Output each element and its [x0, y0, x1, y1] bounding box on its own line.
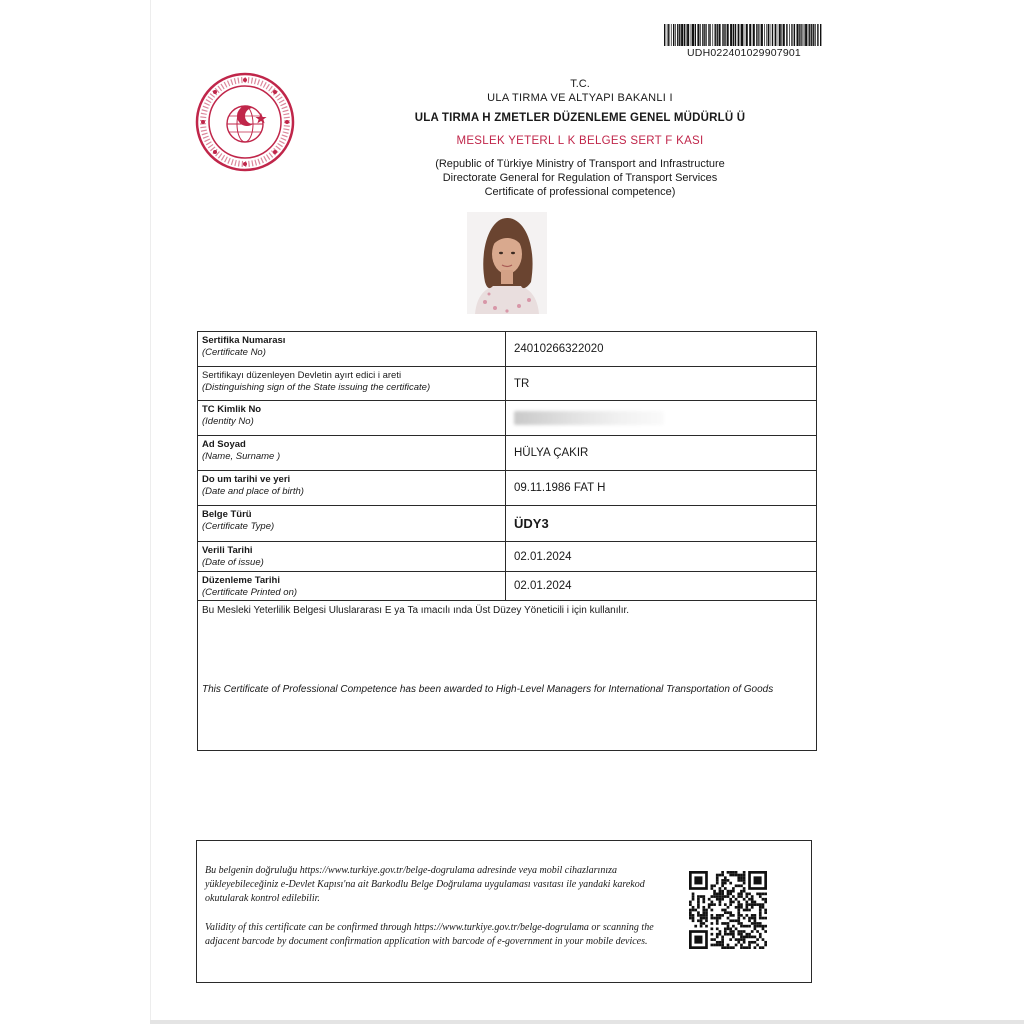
birth-value: 09.11.1986 FAT H	[514, 482, 606, 494]
state-sign-value: TR	[514, 377, 530, 390]
barcode-number: UDH022401029907901	[687, 47, 801, 59]
issue-date-value: 02.01.2024	[514, 550, 572, 563]
verification-box	[196, 840, 812, 983]
row-sublabel: (Date and place of birth)	[202, 486, 304, 497]
barcode-icon	[664, 24, 824, 46]
table-row	[198, 332, 816, 367]
row-label-cell	[198, 506, 506, 541]
row-label: Sertifika Numarası	[202, 335, 286, 346]
verification-text-english: Validity of this certificate can be confirmed through https://www.turkiye.gov.tr/belge-dogrulama or scanning the adjacent barcode by document confirmation application with barcode of e-government in your mobile devices.	[205, 922, 654, 947]
holder-photo	[467, 212, 547, 314]
row-label-cell	[198, 471, 506, 505]
row-label-cell	[198, 367, 506, 400]
row-sublabel: (Identity No)	[202, 416, 254, 427]
header-english-line2: Directorate General for Regulation of Transport Services	[442, 172, 718, 184]
qr-code-icon[interactable]	[689, 871, 767, 949]
remark-english: This Certificate of Professional Competence has been awarded to High-Level Managers for International Transportation of Goods	[202, 684, 774, 695]
table-row	[198, 572, 816, 601]
table-row	[198, 542, 816, 572]
row-label-cell	[198, 401, 506, 435]
certificate-type-value: ÜDY3	[514, 516, 549, 531]
certificate-details-table	[197, 331, 817, 751]
ministry-seal-icon	[195, 72, 295, 172]
row-label: Ad Soyad	[202, 439, 246, 450]
page-edge-bottom	[150, 1020, 1024, 1024]
row-label-cell	[198, 332, 506, 366]
row-sublabel: (Certificate Type)	[202, 521, 275, 532]
table-row	[198, 471, 816, 506]
row-label: Verili Tarihi	[202, 545, 253, 556]
row-label: Do um tarihi ve yeri	[202, 474, 291, 485]
certificate-number-value: 24010266322020	[514, 343, 604, 355]
page-edge-left	[150, 0, 151, 1024]
row-label-cell	[198, 542, 506, 571]
remark-turkish: Bu Mesleki Yeterlilik Belgesi Uluslararası E ya Ta ımacılı ında Üst Düzey Yöneticili i için kullanılır.	[202, 605, 630, 616]
verification-text-turkish: Bu belgenin doğruluğu https://www.turkiye.gov.tr/belge-dogrulama adresinde veya mobil cihazlarınıza yükleyebileceğiniz e-Devlet Kapısı'na ait Barkodlu Belge Doğrulama uygulaması vasıtası ile yandaki karekod okutularak kontrol edilebilir.	[205, 865, 645, 904]
header-english-line3: Certificate of professional competence)	[484, 186, 676, 198]
redacted-identity	[514, 411, 664, 425]
table-row	[198, 367, 816, 401]
row-label: Düzenleme Tarihi	[202, 575, 280, 586]
table-row	[198, 401, 816, 436]
row-label: Belge Türü	[202, 509, 252, 520]
header-english	[300, 157, 860, 199]
certificate-title: MESLEK YETERL L K BELGES SERT F KASI	[456, 135, 704, 147]
row-label-cell	[198, 572, 506, 600]
row-sublabel: (Name, Surname )	[202, 451, 281, 462]
row-sublabel: (Certificate Printed on)	[202, 587, 298, 598]
remark-row	[198, 601, 816, 750]
row-label: TC Kimlik No	[202, 404, 262, 415]
row-sublabel: (Certificate No)	[202, 347, 266, 358]
header-ministry: ULA TIRMA VE ALTYAPI BAKANLI I	[487, 92, 673, 104]
header-directorate: ULA TIRMA H ZMETLER DÜZENLEME GENEL MÜDÜRLÜ Ü	[414, 112, 746, 124]
table-row	[198, 506, 816, 542]
header-english-line1: (Republic of Türkiye Ministry of Transport and Infrastructure	[435, 158, 725, 170]
printed-date-value: 02.01.2024	[514, 580, 572, 592]
header-tc: T.C.	[570, 78, 590, 90]
row-label-cell	[198, 436, 506, 470]
row-label: Sertifikayı düzenleyen Devletin ayırt edici i areti	[202, 370, 402, 381]
table-row	[198, 436, 816, 471]
row-sublabel: (Distinguishing sign of the State issuing the certificate)	[202, 382, 431, 393]
identity-number-value	[506, 401, 816, 435]
row-sublabel: (Date of issue)	[202, 557, 264, 568]
name-value: HÜLYA ÇAKIR	[514, 447, 589, 459]
